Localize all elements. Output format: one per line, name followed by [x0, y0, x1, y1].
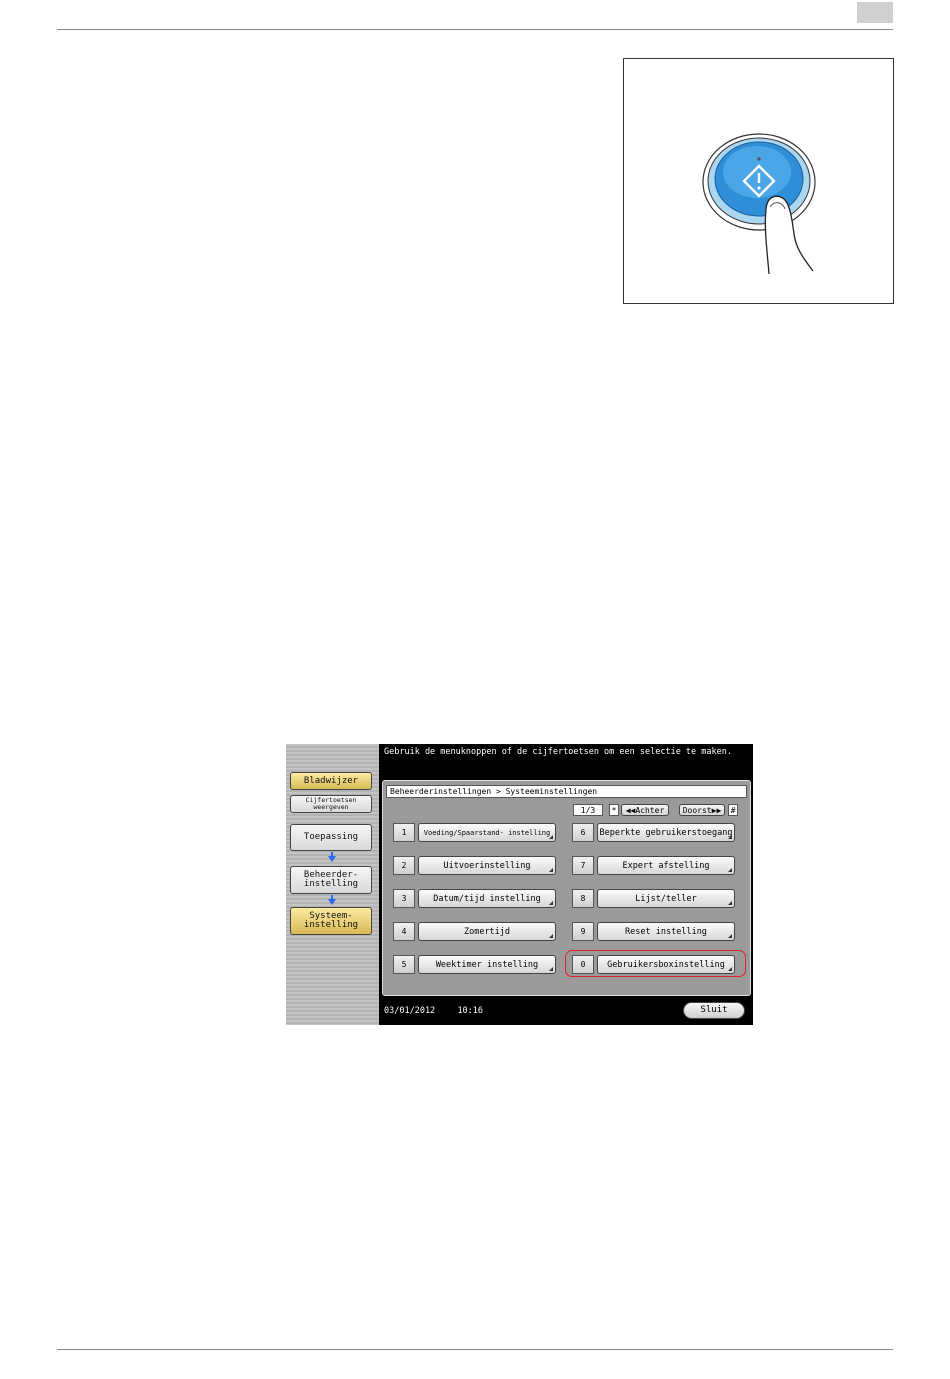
star-key-label: *: [609, 804, 619, 816]
page-number-tab: [857, 2, 893, 23]
menu-item[interactable]: [572, 856, 737, 875]
settings-menu: [382, 780, 751, 996]
menu-number: 7: [572, 856, 594, 875]
menu-number: 5: [393, 955, 415, 974]
utility-button[interactable]: Toepassing: [290, 824, 372, 851]
footer-rule: [57, 1349, 893, 1350]
system-settings-button[interactable]: Systeem- instelling: [290, 907, 372, 935]
control-panel-screen: [286, 744, 753, 1025]
menu-number: 1: [393, 823, 415, 842]
date-display: 03/01/2012: [384, 1006, 436, 1016]
list-counter-button[interactable]: Lijst/teller: [597, 889, 735, 908]
arrow-down-icon: [328, 856, 336, 862]
arrow-down-icon: [328, 899, 336, 905]
breadcrumb: Beheerderinstellingen > Systeeminstellingen: [386, 785, 747, 798]
page-indicator: 1/3: [573, 804, 603, 816]
menu-number: 3: [393, 889, 415, 908]
next-label: Doorst: [682, 806, 712, 815]
start-key-illustration: [623, 58, 894, 304]
menu-number: 4: [393, 922, 415, 941]
menu-item[interactable]: [572, 823, 737, 842]
menu-number: 9: [572, 922, 594, 941]
next-page-button[interactable]: [679, 804, 725, 816]
output-settings-button[interactable]: Uitvoerinstelling: [418, 856, 556, 875]
user-box-settings-button[interactable]: Gebruikersboxinstelling: [597, 955, 735, 974]
previous-label: Achter: [635, 806, 665, 815]
menu-item[interactable]: [393, 889, 558, 908]
power-save-settings-button[interactable]: Voeding/Spaarstand- instelling: [418, 823, 556, 842]
expert-adjustment-button[interactable]: Expert afstelling: [597, 856, 735, 875]
bookmark-button[interactable]: Bladwijzer: [290, 772, 372, 790]
hash-key-label: #: [728, 804, 738, 816]
close-button[interactable]: Sluit: [683, 1002, 745, 1019]
double-chevron-left-icon: ◀◀: [625, 806, 636, 815]
menu-item[interactable]: [393, 955, 558, 974]
weekly-timer-button[interactable]: Weektimer instelling: [418, 955, 556, 974]
start-key-graphic: [624, 59, 893, 303]
menu-item[interactable]: [393, 922, 558, 941]
instruction-message: Gebruik de menuknoppen of de cijfertoetsen om een selectie te maken.: [384, 747, 732, 757]
menu-number: 2: [393, 856, 415, 875]
menu-item[interactable]: [393, 823, 558, 842]
status-bar: [382, 1001, 684, 1021]
reset-settings-button[interactable]: Reset instelling: [597, 922, 735, 941]
previous-page-button[interactable]: [621, 804, 669, 816]
daylight-saving-button[interactable]: Zomertijd: [418, 922, 556, 941]
time-display: 10:16: [457, 1006, 484, 1016]
administrator-settings-button[interactable]: Beheerder- instelling: [290, 866, 372, 894]
selection-highlight: [565, 950, 746, 977]
menu-number: 8: [572, 889, 594, 908]
show-keypad-button[interactable]: Cijfertoetsen weergeven: [290, 795, 372, 813]
menu-item[interactable]: [393, 856, 558, 875]
menu-number: 6: [572, 823, 594, 842]
menu-number: 0: [572, 955, 594, 974]
date-time-settings-button[interactable]: Datum/tijd instelling: [418, 889, 556, 908]
double-chevron-right-icon: ▶▶: [711, 806, 722, 815]
menu-item[interactable]: [572, 922, 737, 941]
menu-item[interactable]: [572, 889, 737, 908]
restrict-user-access-button[interactable]: Beperkte gebruikerstoegang: [597, 823, 735, 842]
left-panel: [286, 744, 379, 1025]
header-rule: [57, 29, 893, 30]
